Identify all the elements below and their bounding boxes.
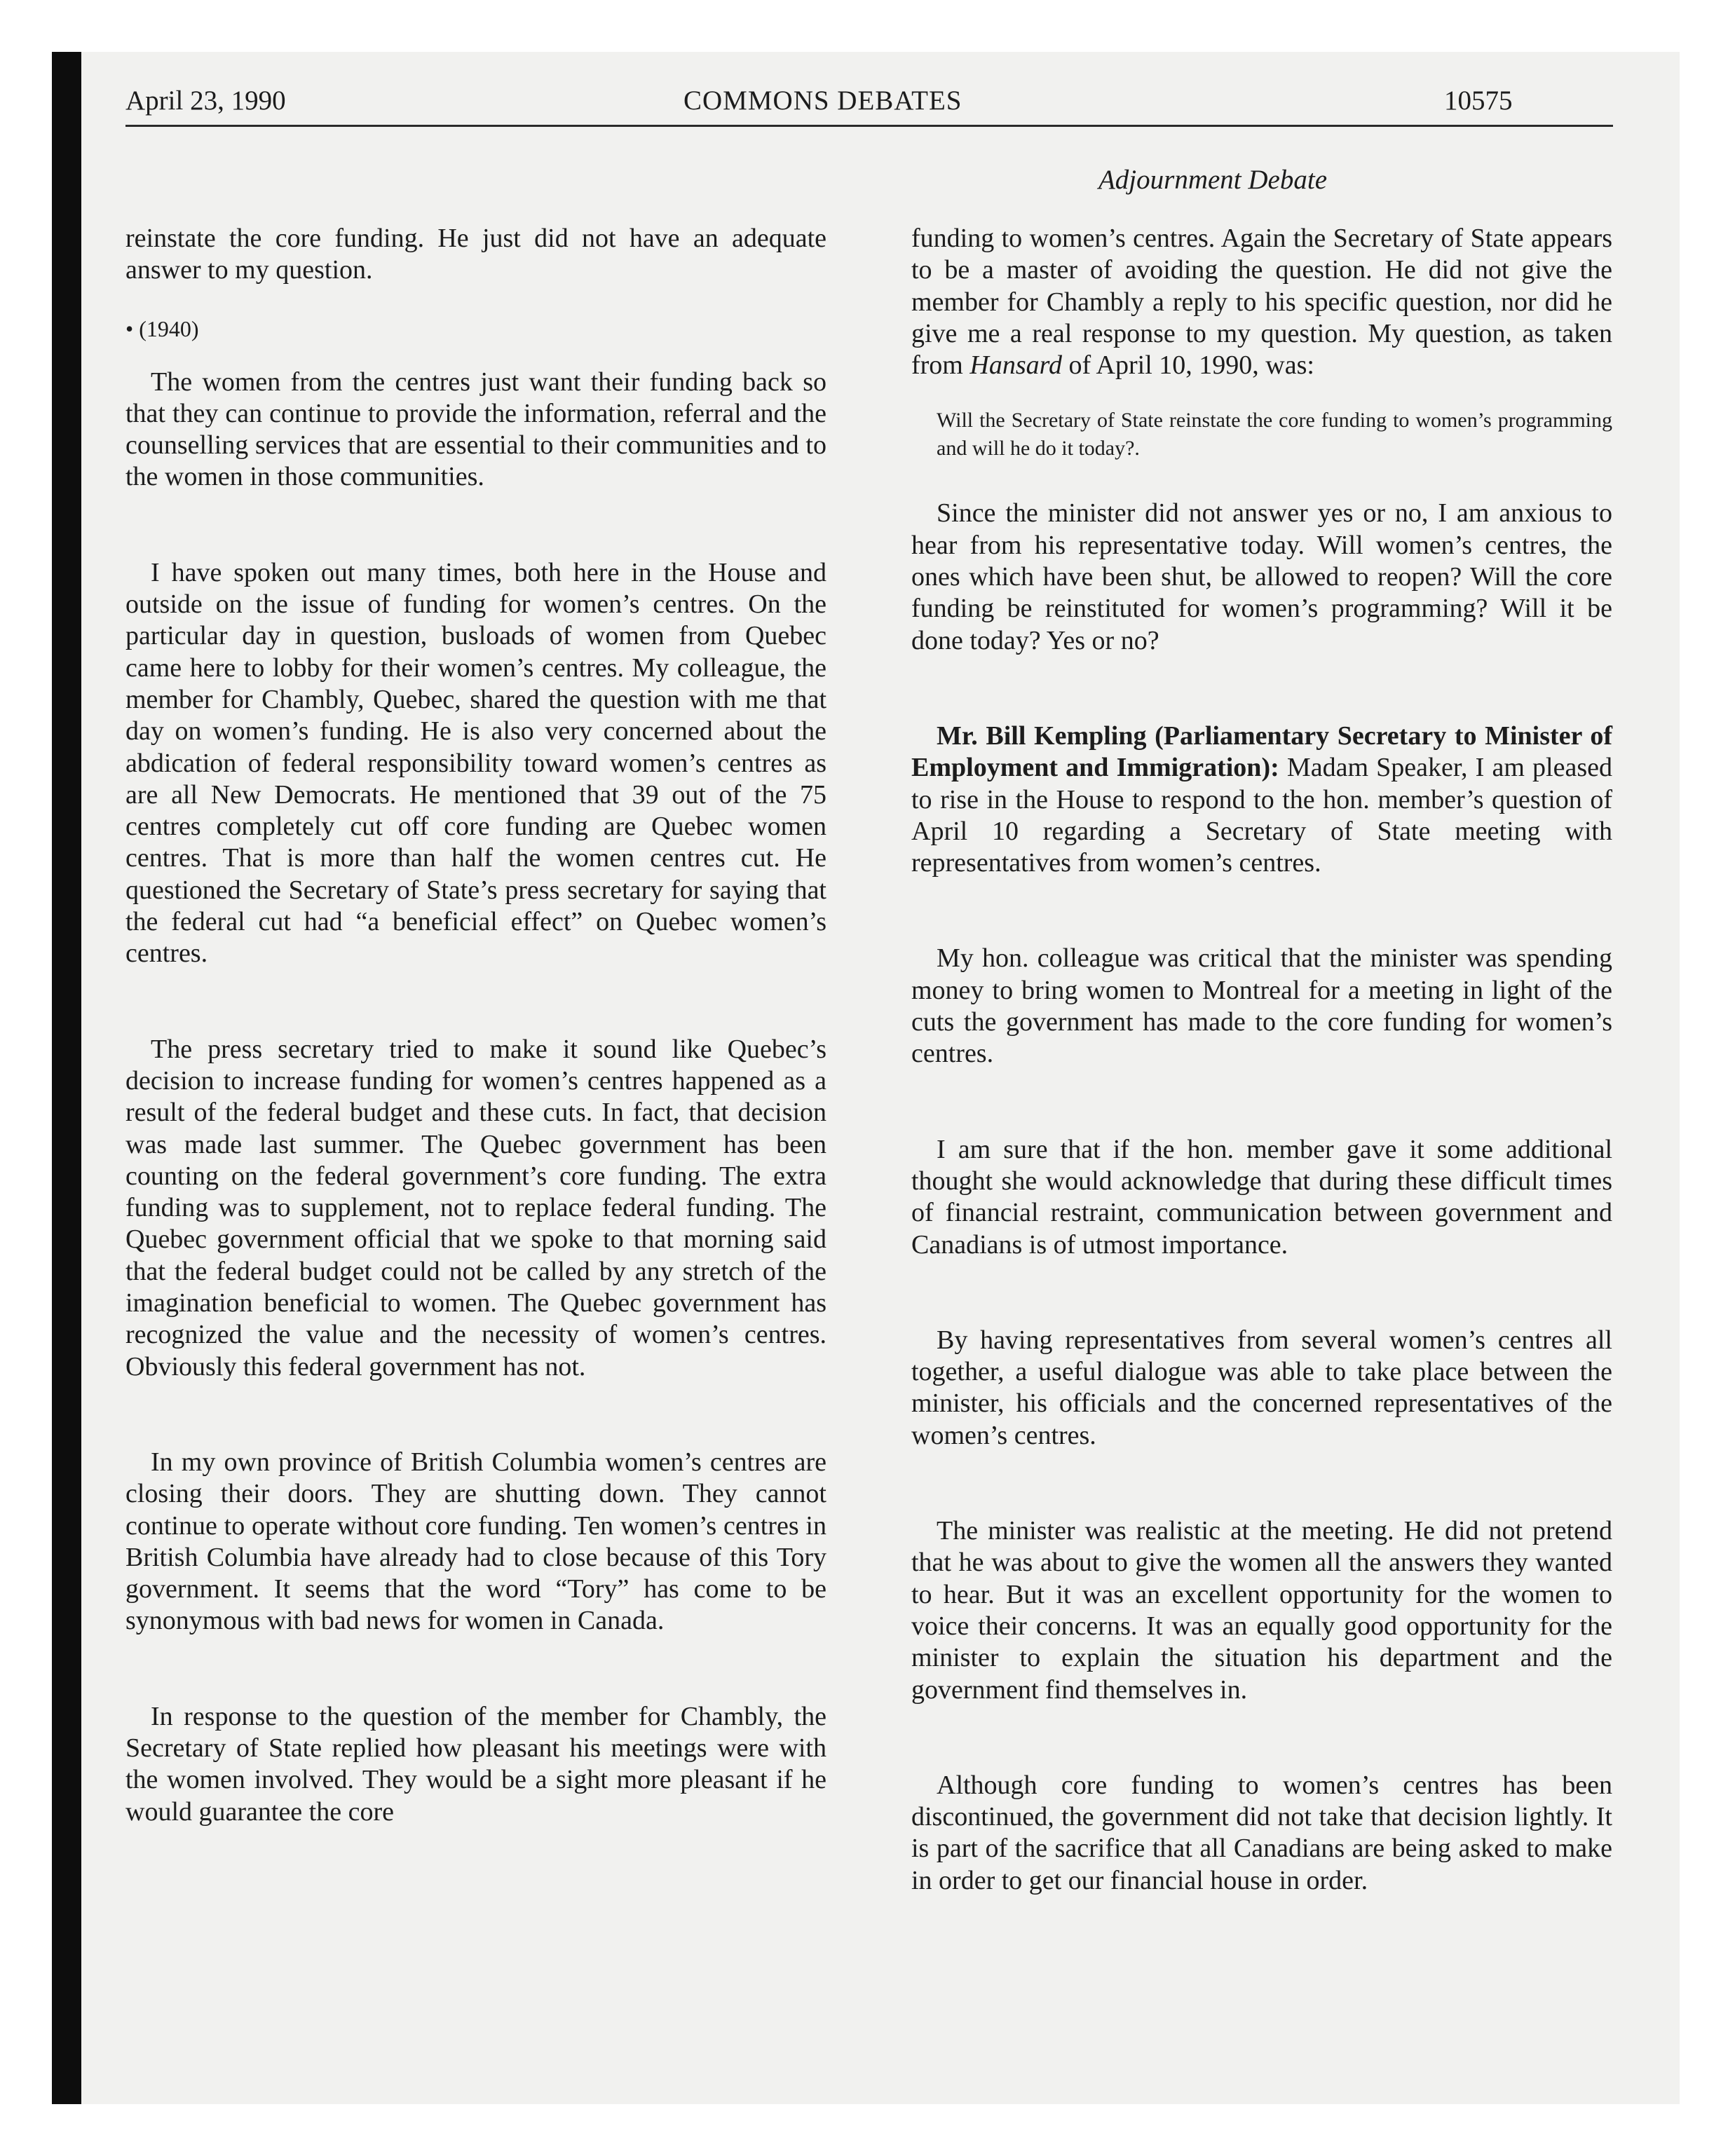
paragraph-text: Madam Speaker, I am pleased to rise in the House to respond to the hon. member’s question of April 10 regarding a Secretary of State meeting with representatives from women’s centres. xyxy=(911,753,1613,878)
header-title: COMMONS DEBATES xyxy=(683,86,962,116)
paragraph: The women from the centres just want their funding back so that they can continue to provide the information, referral and the counselling services that are essential to their communities and to the women in those communities. xyxy=(125,367,826,492)
right-column xyxy=(911,223,1612,1897)
time-marker: • (1940) xyxy=(125,315,199,341)
paragraph: In my own province of British Columbia women’s centres are closing their doors. They are shutting down. They cannot continue to operate without core funding. Ten women’s centres in British Columbia have already had to close because of this Tory government. It seems that the word “Tory” has come to be synonymous with bad news for women in Canada. xyxy=(125,1447,826,1636)
left-column xyxy=(125,223,826,1828)
hansard-italic: Hansard xyxy=(969,350,1062,381)
section-title: Adjournment Debate xyxy=(1098,165,1327,195)
paragraph xyxy=(911,223,1612,381)
paragraph: reinstate the core funding. He just did not have an adequate answer to my question. xyxy=(125,224,826,285)
block-quote: Will the Secretary of State reinstate the core funding to women’s programming and will he do it today?. xyxy=(937,409,1612,460)
speaker-paragraph xyxy=(911,721,1612,879)
paragraph: By having representatives from several women’s centres all together, a useful dialogue was able to take place between the minister, his officials and the concerned representatives of the women’s centres. xyxy=(911,1325,1612,1450)
header-page-number: 10575 xyxy=(1444,86,1513,116)
paragraph-text: funding to women’s centres. Again the Secretary of State appears to be a master of avoiding the question. He did not give the member for Chambly a reply to his specific question, nor did he give me a real response to my question. My question, as taken from xyxy=(911,224,1612,381)
paragraph-text: of April 10, 1990, was: xyxy=(1061,350,1314,381)
paragraph: The minister was realistic at the meeting. He did not pretend that he was about to give the women all the answers they wanted to hear. But it was an excellent opportunity for the women to voice their concerns. It was an equally good opportunity for the minister to explain the situation his department and the government find themselves in. xyxy=(911,1516,1612,1705)
paragraph: I am sure that if the hon. member gave it some additional thought she would acknowledge that during these difficult times of financial restraint, communication between government and Canadians is of utmost importance. xyxy=(911,1134,1612,1260)
speaker-name: Mr. Bill Kempling (Parliamentary Secretary to Minister of Employment and Immigration): xyxy=(911,721,1612,783)
paragraph: My hon. colleague was critical that the minister was spending money to bring women to Montreal for a meeting in light of the cuts the government has made to the core funding for women’s centres. xyxy=(911,943,1612,1069)
paragraph: Since the minister did not answer yes or no, I am anxious to hear from his representative today. Will women’s centres, the ones which have been shut, be allowed to reopen? Will the core funding be reinstituted for women’s programming? Will it be done today? Yes or no? xyxy=(911,498,1612,655)
paragraph: I have spoken out many times, both here in the House and outside on the issue of funding for women’s centres. On the particular day in question, busloads of women from Quebec came here to lobby for their women’s centres. My colleague, the member for Chambly, Quebec, shared the question with me that day on women’s funding. He is also very concerned about the abdication of federal responsibility toward women’s centres as are all New Democrats. He mentioned that 39 out of the 75 centres completely cut off core funding are Quebec women centres. That is more than half the women centres cut. He questioned the Secretary of State’s press secretary for saying that the federal cut had “a beneficial effect” on Quebec women’s centres. xyxy=(125,557,826,969)
header-date: April 23, 1990 xyxy=(125,86,286,116)
paragraph: Although core funding to women’s centres has been discontinued, the government did not take that decision lightly. It is part of the sacrifice that all Canadians are being asked to make in order to get our financial house in order. xyxy=(911,1770,1612,1895)
scan-black-edge xyxy=(52,52,81,2104)
paragraph: In response to the question of the member for Chambly, the Secretary of State replied how pleasant his meetings were with the women involved. They would be a sight more pleasant if he would guarantee the core xyxy=(125,1701,826,1827)
paragraph: The press secretary tried to make it sound like Quebec’s decision to increase funding for women’s centres happened as a result of the federal budget and these cuts. In fact, that decision was made last summer. The Quebec government has been counting on the federal government’s core funding. The extra funding was to supplement, not to replace federal funding. The Quebec government official that we spoke to that morning said that the federal budget could not be called by any stretch of the imagination beneficial to women. The Quebec government has recognized the value and the necessity of women’s centres. Obviously this federal government has not. xyxy=(125,1034,826,1381)
header-rule xyxy=(125,125,1613,127)
